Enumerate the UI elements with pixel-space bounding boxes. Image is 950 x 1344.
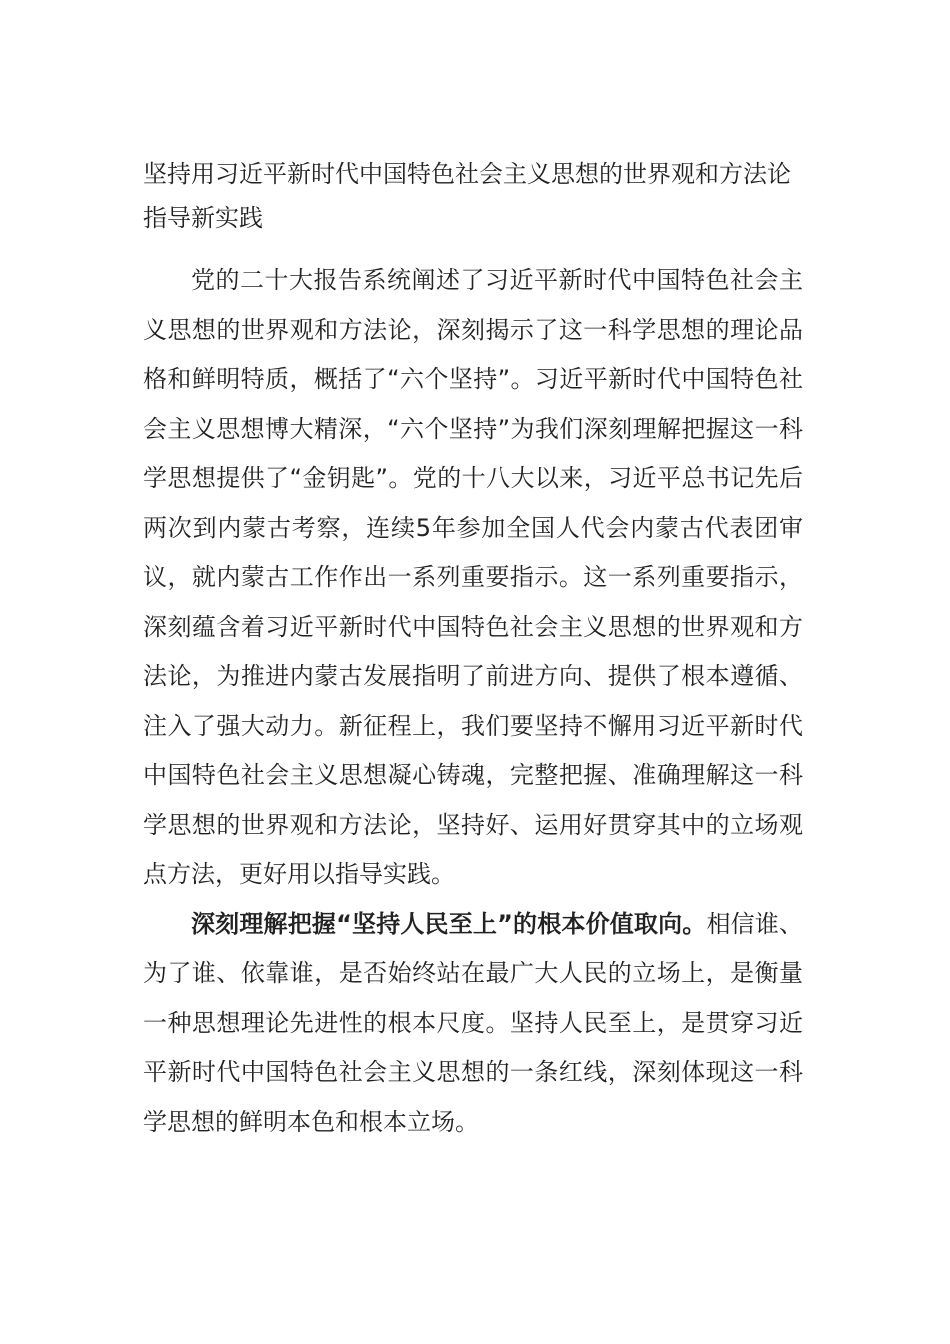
- paragraph-people-first: [143, 900, 803, 1148]
- paragraph-intro: 党的二十大报告系统阐述了习近平新时代中国特色社会主义思想的世界观和方法论，深刻揭示了这一科学思想的理论品格和鲜明特质，概括了“六个坚持”。习近平新时代中国特色社会主义思想博大精深，“六个坚持”为我们深刻理解把握这一科学思想提供了“金钥匙”。党的十八大以来，习近平总书记先后两次到内蒙古考察，连续5年参加全国人代会内蒙古代表团审议，就内蒙古工作作出一系列重要指示。这一系列重要指示，深刻蕴含着习近平新时代中国特色社会主义思想的世界观和方法论，为推进内蒙古发展指明了前进方向、提供了根本遵循、注入了强大动力。新征程上，我们要坚持不懈用习近平新时代中国特色社会主义思想凝心铸魂，完整把握、准确理解这一科学思想的世界观和方法论，坚持好、运用好贯穿其中的立场观点方法，更好用以指导实践。: [143, 266, 803, 888]
- document-title: 坚持用习近平新时代中国特色社会主义思想的世界观和方法论指导新实践: [143, 160, 791, 232]
- document-body: [143, 152, 803, 1147]
- paragraph-heading: 深刻理解把握“坚持人民至上”的根本价值取向。: [191, 909, 707, 938]
- paragraph-body: 相信谁、为了谁、依靠谁，是否始终站在最广大人民的立场上，是衡量一种思想理论先进性的根本尺度。坚持人民至上，是贯穿习近平新时代中国特色社会主义思想的一条红线，深刻体现这一科学思想的鲜明本色和根本立场。: [143, 909, 804, 1136]
